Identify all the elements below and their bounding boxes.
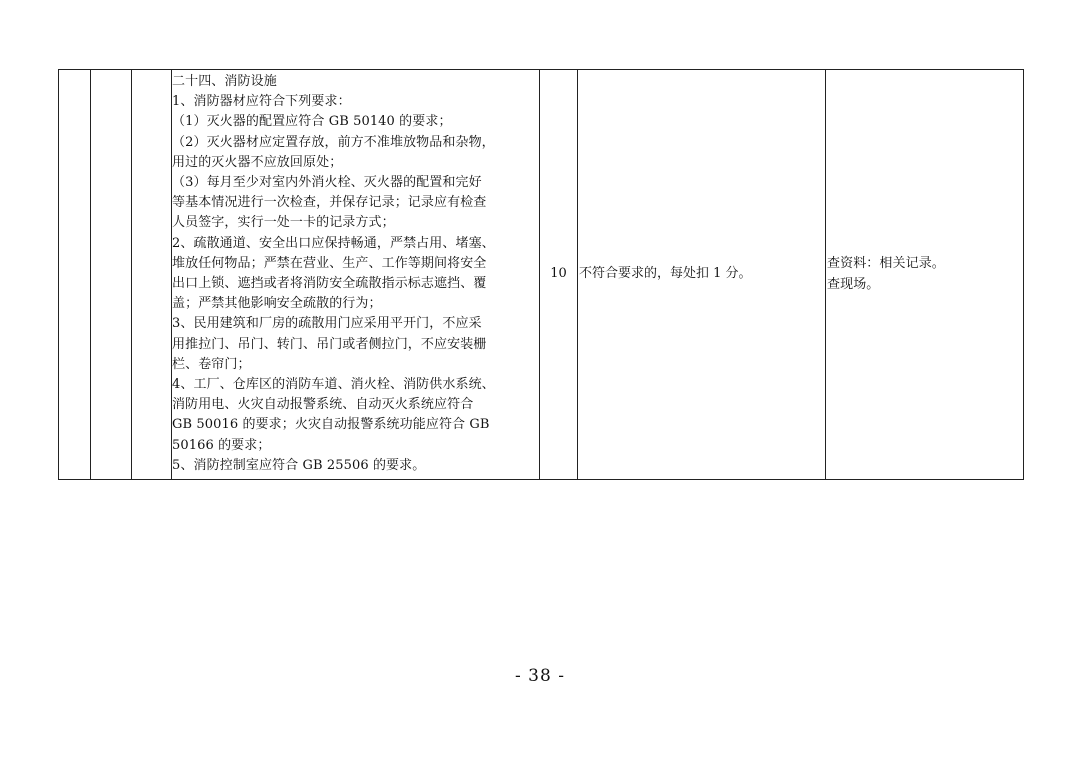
cell-category-3 [132,70,172,480]
content-line: 人员签字，实行一处一卡的记录方式； [172,215,395,231]
check-method-line: 查现场。 [827,276,880,292]
cell-category-2 [91,70,132,480]
content-line: 用过的灭火器不应放回原处； [172,154,343,170]
content-line: 消防用电、火灾自动报警系统、自动灭火系统应符合 [172,397,474,413]
content-line: 栏、卷帘门； [172,356,251,372]
standards-table [58,69,1024,480]
page-number: - 38 - [515,666,565,686]
cell-requirements-content [172,70,540,480]
content-line: 50166 的要求； [172,437,271,453]
content-line: 等基本情况进行一次检查，并保存记录；记录应有检查 [172,195,487,211]
content-line: 4、工厂、仓库区的消防车道、消火栓、消防供水系统、 [172,377,495,393]
content-line: （3）每月至少对室内外消火栓、灭火器的配置和完好 [172,175,482,191]
cell-deduction-rule: 不符合要求的，每处扣 1 分。 [578,70,826,480]
content-line: 用推拉门、吊门、转门、吊门或者侧拉门，不应安装栅 [172,336,487,352]
content-line: 二十四、消防设施 [172,74,277,89]
content-line: 5、消防控制室应符合 GB 25506 的要求。 [172,457,426,473]
check-method-line: 查资料：相关记录。 [827,256,945,272]
cell-category-1 [59,70,91,480]
content-line: 盖；严禁其他影响安全疏散的行为； [172,296,382,312]
content-line: 出口上锁、遮挡或者将消防安全疏散指示标志遮挡、覆 [172,276,487,292]
content-line: 2、疏散通道、安全出口应保持畅通，严禁占用、堵塞、 [172,235,495,251]
content-line: 堆放任何物品；严禁在营业、生产、工作等期间将安全 [172,255,487,271]
cell-score: 10 [540,70,578,480]
content-line: GB 50016 的要求；火灾自动报警系统功能应符合 GB [172,417,490,433]
content-line: （2）灭火器材应定置存放，前方不准堆放物品和杂物， [172,134,495,150]
cell-check-method [826,70,1024,480]
content-line: （1）灭火器的配置应符合 GB 50140 的要求； [172,114,452,130]
content-line: 1、消防器材应符合下列要求： [172,94,351,110]
content-line: 3、民用建筑和厂房的疏散用门应采用平开门，不应采 [172,316,482,332]
table-row [59,70,1024,480]
